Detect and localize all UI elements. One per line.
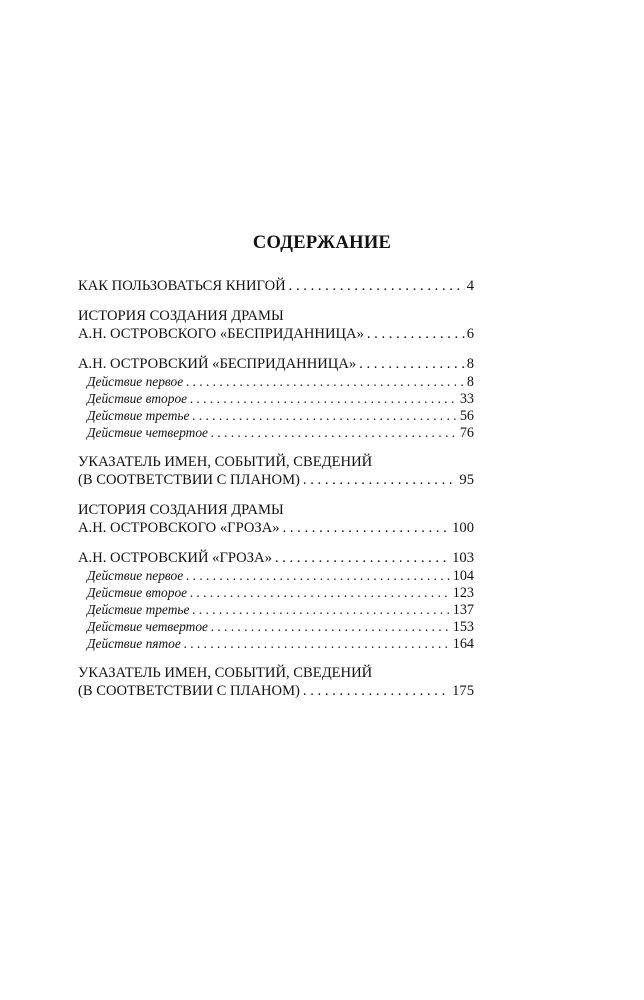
dot-leader <box>280 519 451 537</box>
toc-subentry[interactable] <box>78 618 474 635</box>
toc-page-number: 104 <box>452 568 474 584</box>
toc-subentry[interactable] <box>78 584 474 601</box>
toc-page-number: 137 <box>452 602 474 618</box>
dot-leader <box>356 355 465 373</box>
toc-entry-line[interactable] <box>78 453 474 471</box>
toc-entry-text: ИСТОРИЯ СОЗДАНИЯ ДРАМЫ <box>78 502 284 518</box>
toc-entry-text: Действие второе <box>87 391 188 406</box>
toc-entry-text: Действие первое <box>87 568 184 583</box>
dot-leader <box>189 407 457 424</box>
toc-entry-line[interactable] <box>78 501 474 519</box>
toc-page-number: 6 <box>466 326 474 342</box>
toc-group <box>78 501 474 537</box>
page-title: СОДЕРЖАНИЕ <box>252 233 392 253</box>
toc-subentry[interactable] <box>78 424 474 441</box>
dot-leader <box>183 567 451 584</box>
table-of-contents <box>78 277 474 712</box>
toc-page-number: 8 <box>466 356 474 372</box>
dot-leader <box>187 584 451 601</box>
toc-page-number: 103 <box>452 550 474 566</box>
toc-entry-line[interactable] <box>78 307 474 325</box>
toc-entry-text: УКАЗАТЕЛЬ ИМЕН, СОБЫТИЙ, СВЕДЕНИЙ <box>78 454 373 470</box>
toc-entry-line[interactable] <box>78 325 474 343</box>
toc-group <box>78 277 474 295</box>
toc-page-number: 123 <box>452 585 474 601</box>
toc-group <box>78 549 474 652</box>
toc-entry-text: Действие четвертое <box>87 425 208 440</box>
dot-leader <box>181 635 451 652</box>
toc-page-number: 153 <box>452 619 474 635</box>
toc-page-number: 164 <box>452 636 474 652</box>
toc-page-number: 8 <box>466 374 474 390</box>
toc-entry-line[interactable] <box>78 519 474 537</box>
toc-subentry[interactable] <box>78 601 474 618</box>
dot-leader <box>300 682 450 700</box>
toc-subentry[interactable] <box>78 635 474 652</box>
dot-leader <box>286 277 465 295</box>
toc-entry-text: Действие первое <box>87 374 184 389</box>
toc-entry-line[interactable] <box>78 277 474 295</box>
toc-entry-text: КАК ПОЛЬЗОВАТЬСЯ КНИГОЙ <box>78 278 286 294</box>
toc-entry-text: А.Н. ОСТРОВСКИЙ «БЕСПРИДАННИЦА» <box>78 356 357 372</box>
toc-page-number: 33 <box>459 391 474 407</box>
toc-page-number: 175 <box>452 683 474 699</box>
dot-leader <box>300 471 457 489</box>
toc-entry-text: УКАЗАТЕЛЬ ИМЕН, СОБЫТИЙ, СВЕДЕНИЙ <box>78 665 373 681</box>
toc-page-number: 95 <box>459 472 474 488</box>
toc-entry-text: А.Н. ОСТРОВСКОГО «ГРОЗА» <box>78 520 280 536</box>
toc-entry-line[interactable] <box>78 664 474 682</box>
toc-group <box>78 307 474 343</box>
toc-entry-text: Действие второе <box>87 585 188 600</box>
toc-group <box>78 355 474 441</box>
toc-entry-line[interactable] <box>78 471 474 489</box>
dot-leader <box>187 390 458 407</box>
toc-entry-line[interactable] <box>78 549 474 567</box>
toc-entry-line[interactable] <box>78 355 474 373</box>
toc-entry-line[interactable] <box>78 682 474 700</box>
dot-leader <box>183 373 465 390</box>
toc-entry-text: Действие четвертое <box>87 619 208 634</box>
toc-entry-text: А.Н. ОСТРОВСКОГО «БЕСПРИДАННИЦА» <box>78 326 364 342</box>
toc-subentry[interactable] <box>78 373 474 390</box>
toc-entry-text: Действие третье <box>87 408 190 423</box>
toc-entry-text: ИСТОРИЯ СОЗДАНИЯ ДРАМЫ <box>78 308 284 324</box>
toc-entry-text: Действие третье <box>87 602 190 617</box>
dot-leader <box>208 618 451 635</box>
dot-leader <box>189 601 450 618</box>
toc-subentry[interactable] <box>78 390 474 407</box>
toc-entry-text: (В СООТВЕТСТВИИ С ПЛАНОМ) <box>78 472 300 488</box>
dot-leader <box>272 549 450 567</box>
toc-subentry[interactable] <box>78 567 474 584</box>
toc-entry-text: (В СООТВЕТСТВИИ С ПЛАНОМ) <box>78 683 300 699</box>
toc-page-number: 4 <box>466 278 474 294</box>
toc-page-number: 56 <box>459 408 474 424</box>
dot-leader <box>364 325 465 343</box>
toc-page-number: 76 <box>459 425 474 441</box>
toc-entry-text: А.Н. ОСТРОВСКИЙ «ГРОЗА» <box>78 550 272 566</box>
toc-group <box>78 453 474 489</box>
toc-entry-text: Действие пятое <box>87 636 181 651</box>
dot-leader <box>208 424 458 441</box>
toc-page-number: 100 <box>452 520 474 536</box>
toc-subentry[interactable] <box>78 407 474 424</box>
toc-group <box>78 664 474 700</box>
